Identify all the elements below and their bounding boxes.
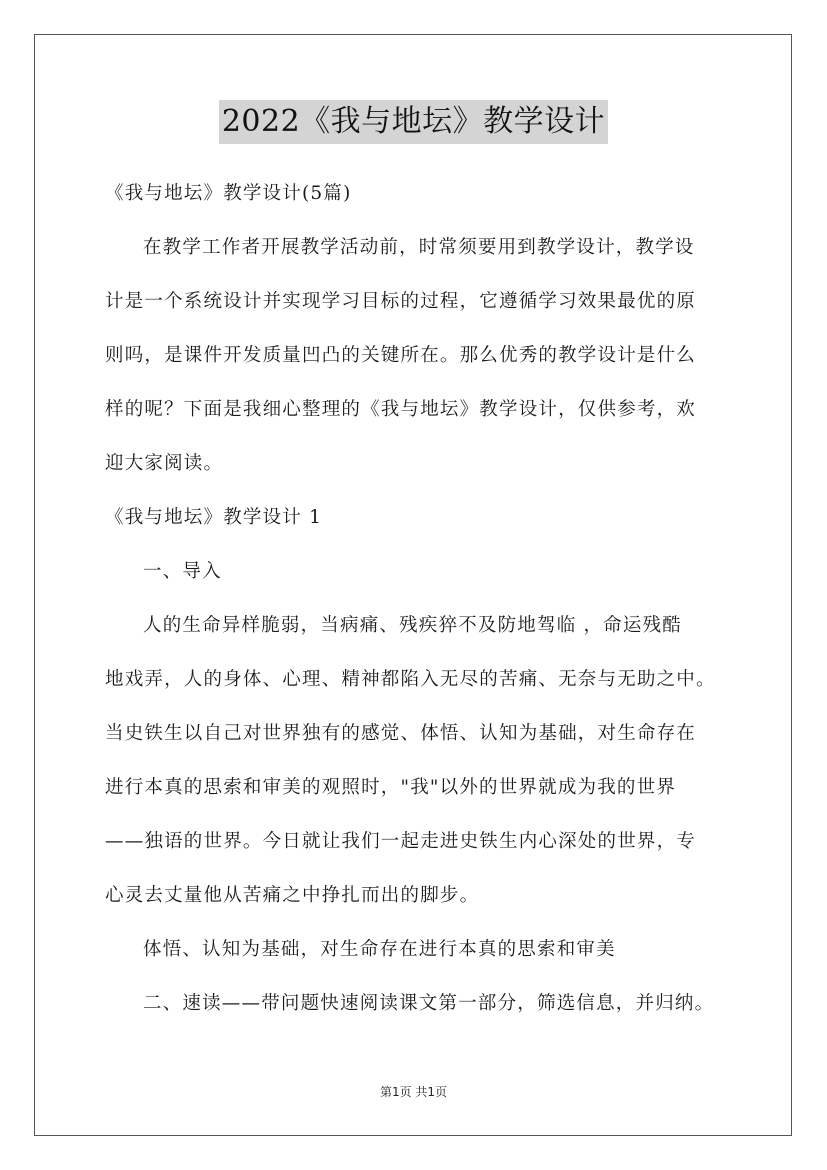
paragraph-line: 样的呢？下面是我细心整理的《我与地坛》教学设计，仅供参考，欢 (105, 399, 697, 420)
document-title: 2022《我与地坛》教学设计 (219, 100, 608, 144)
section-subheading: 一、导入 (143, 561, 222, 582)
paragraph-line: 地戏弄，人的身体、心理、精神都陷入无尽的苦痛、无奈与无助之中。 (105, 669, 716, 690)
paragraph-line: 进行本真的思索和审美的观照时，"我"以外的世界就成为我的世界 (105, 777, 677, 798)
section-subheading: 二、速读——带问题快速阅读课文第一部分，筛选信息，并归纳。 (143, 993, 715, 1014)
paragraph-line: 计是一个系统设计并实现学习目标的过程，它遵循学习效果最优的原 (105, 291, 697, 312)
title-area (0, 100, 827, 144)
paragraph-line: ——独语的世界。今日就让我们一起走进史铁生内心深处的世界，专 (105, 831, 697, 852)
document-subtitle: 《我与地坛》教学设计(5篇) (105, 183, 352, 204)
paragraph-line: 迎大家阅读。 (105, 453, 224, 474)
paragraph-line: 心灵去丈量他从苦痛之中挣扎而出的脚步。 (105, 885, 480, 906)
paragraph-line: 当史铁生以自己对世界独有的感觉、体悟、认知为基础，对生命存在 (105, 723, 697, 744)
paragraph-line: 在教学工作者开展教学活动前，时常须要用到教学设计，教学设 (143, 237, 695, 258)
paragraph-line: 人的生命异样脆弱，当病痛、残疾猝不及防地驾临 ，命运残酷 (143, 615, 682, 636)
paragraph-line: 体悟、认知为基础，对生命存在进行本真的思索和审美 (143, 939, 616, 960)
page-number-footer: 第1页 共1页 (379, 1085, 448, 1099)
section-heading: 《我与地坛》教学设计 1 (105, 507, 323, 528)
paragraph-line: 则吗，是课件开发质量凹凸的关键所在。那么优秀的教学设计是什么 (105, 345, 697, 366)
